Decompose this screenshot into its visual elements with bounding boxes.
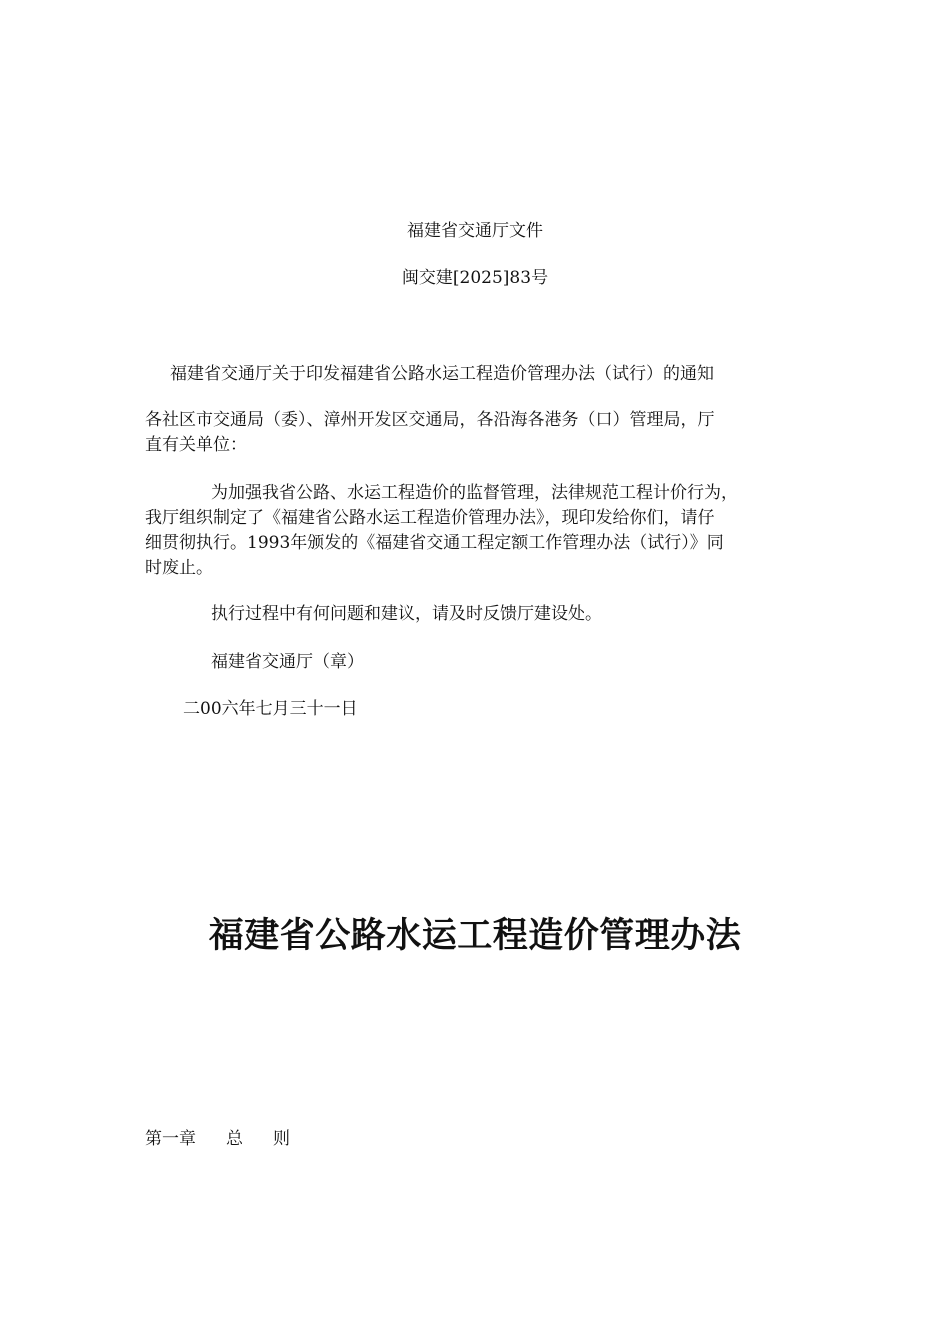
paragraph-line: 时废止。 <box>145 558 213 578</box>
chapter-number: 第一章 <box>145 1129 196 1149</box>
issue-date: 二00六年七月三十一日 <box>183 699 358 719</box>
body-paragraph-2: 执行过程中有何问题和建议，请及时反馈厅建设处。 <box>211 604 602 624</box>
regulation-title: 福建省公路水运工程造价管理办法 <box>208 916 742 956</box>
addressee-line: 各社区市交通局（委）、漳州开发区交通局，各沿海各港务（口）管理局，厅 <box>145 410 715 430</box>
chapter-name-part: 总 <box>226 1129 243 1149</box>
issuer-header: 福建省交通厅文件 <box>407 221 543 241</box>
signature: 福建省交通厅（章） <box>211 652 364 672</box>
chapter-heading <box>145 1127 290 1152</box>
chapter-name-part: 则 <box>273 1129 290 1149</box>
paragraph-line: 细贯彻执行。1993年颁发的《福建省交通工程定额工作管理办法（试行）》同 <box>145 533 724 553</box>
document-number: 闽交建[2025]83号 <box>401 268 549 288</box>
notice-title: 福建省交通厅关于印发福建省公路水运工程造价管理办法（试行）的通知 <box>170 364 714 384</box>
body-paragraph-1 <box>145 481 805 581</box>
addressee-line: 直有关单位： <box>145 435 247 455</box>
paragraph-line: 为加强我省公路、水运工程造价的监督管理，法律规范工程计价行为， <box>211 483 738 503</box>
addressee <box>145 408 805 458</box>
paragraph-line: 我厅组织制定了《福建省公路水运工程造价管理办法》，现印发给你们，请仔 <box>145 508 715 528</box>
